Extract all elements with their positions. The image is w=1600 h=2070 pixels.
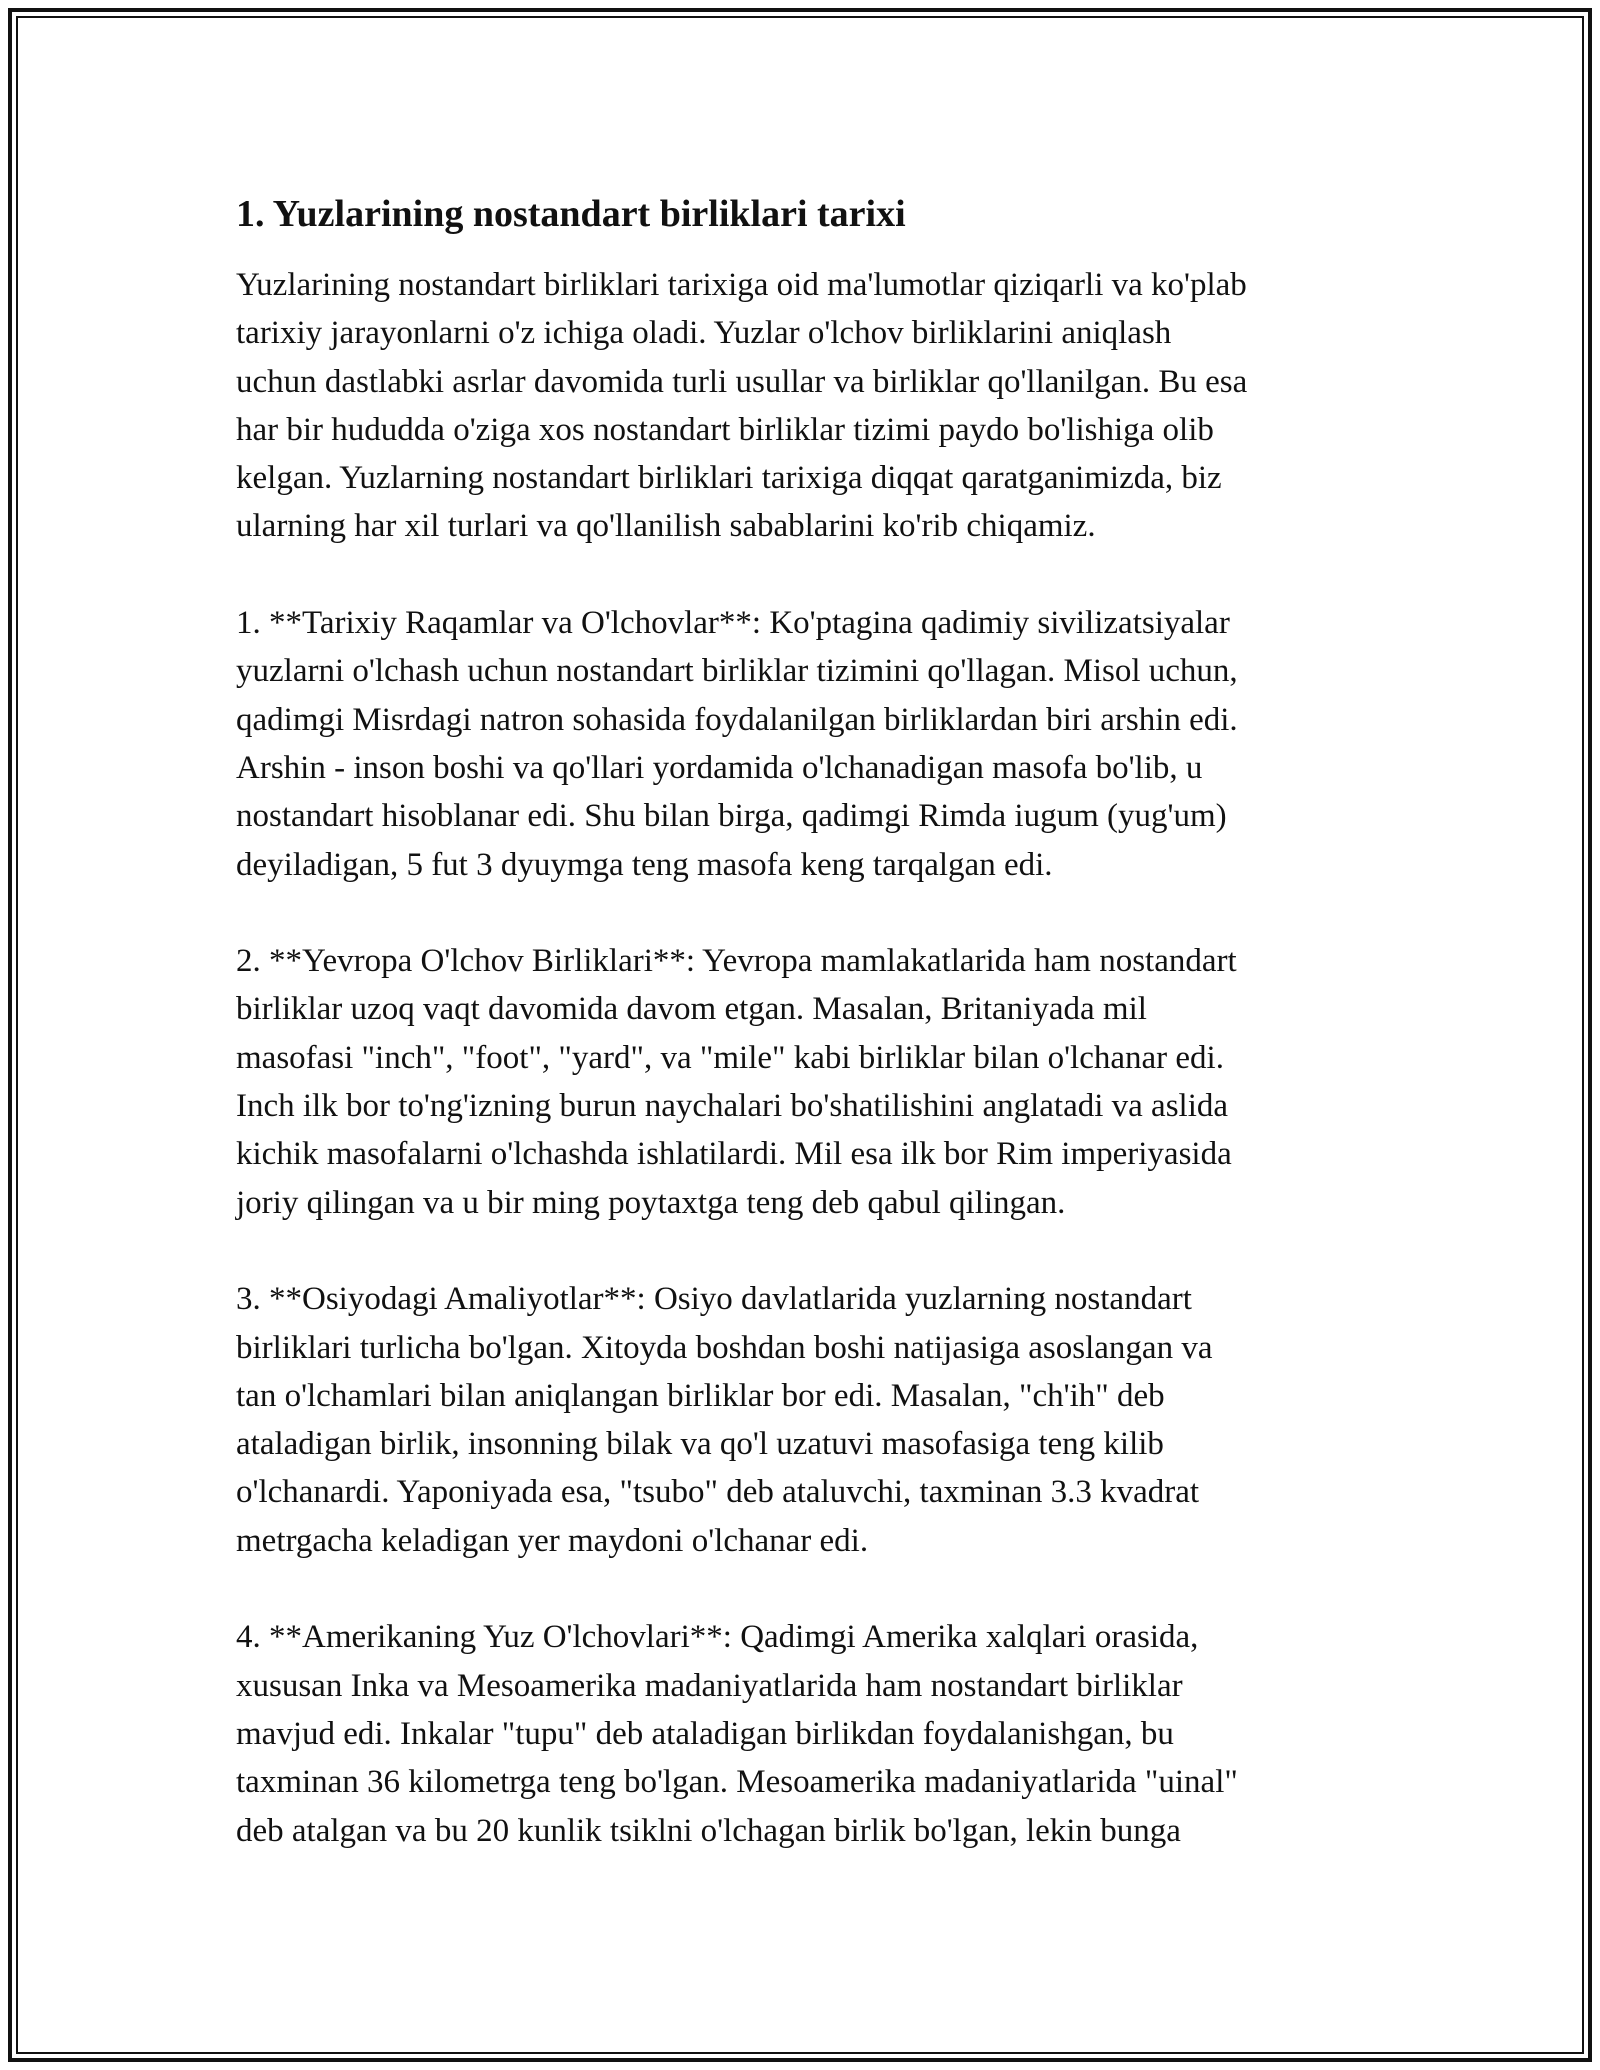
document-title: 1. Yuzlarining nostandart birliklari tarixi (236, 193, 906, 235)
document-body (236, 186, 1376, 1855)
intro-paragraph: Yuzlarining nostandart birliklari tarixiga oid ma'lumotlar qiziqarli va ko'plab tarixiy jarayonlarni o'z ichiga oladi. Yuzlar o'lchov birliklarini aniqlash uchun dastlabki asrlar davomida turli usullar va birliklar qo'llanilgan. Bu esa har bir hududda o'ziga xos nostandart birliklar tizimi paydo bo'lishiga olib kelgan. Yuzlarning nostandart birliklari tarixiga diqqat qaratganimizda, biz ularning har xil turlari va qo'llanilish sabablarini ko'rib chiqamiz. (236, 267, 1248, 545)
section-paragraph-2: 2. **Yevropa O'lchov Birliklari**: Yevropa mamlakatlarida ham nostandart birliklar uzoq vaqt davomida davom etgan. Masalan, Britaniyada mil masofasi "inch", "foot", "yard", va "mile" kabi birliklar bilan o'lchanar edi. Inch ilk bor to'ng'izning burun naychalari bo'shatilishini anglatadi va aslida kichik masofalarni o'lchashda ishlatilardi. Mil esa ilk bor Rim imperiyasida joriy qilingan va u bir ming poytaxtga teng deb qabul qilingan. (236, 943, 1237, 1221)
section-paragraph-1: 1. **Tarixiy Raqamlar va O'lchovlar**: Ko'ptagina qadimiy sivilizatsiyalar yuzlarni o'lchash uchun nostandart birliklar tizimini qo'llagan. Misol uchun, qadimgi Misrdagi natron sohasida foydalanilgan birliklardan biri arshin edi. Arshin - inson boshi va qo'llari yordamida o'lchanadigan masofa bo'lib, u nostandart hisoblanar edi. Shu bilan birga, qadimgi Rimda iugum (yug'um) deyiladigan, 5 fut 3 dyuymga teng masofa keng tarqalgan edi. (236, 605, 1238, 883)
section-paragraph-3: 3. **Osiyodagi Amaliyotlar**: Osiyo davlatlarida yuzlarning nostandart birliklari turlicha bo'lgan. Xitoyda boshdan boshi natijasiga asoslangan va tan o'lchamlari bilan aniqlangan birliklar bor edi. Masalan, "ch'ih" deb ataladigan birlik, insonning bilak va qo'l uzatuvi masofasiga teng kilib o'lchanardi. Yaponiyada esa, "tsubo" deb ataluvchi, taxminan 3.3 kvadrat metrgacha keladigan yer maydoni o'lchanar edi. (236, 1281, 1213, 1559)
section-paragraph-4: 4. **Amerikaning Yuz O'lchovlari**: Qadimgi Amerika xalqlari orasida, xususan Inka va Mesoamerika madaniyatlarida ham nostandart birliklar mavjud edi. Inkalar "tupu" deb ataladigan birlikdan foydalanishgan, bu taxminan 36 kilometrga teng bo'lgan. Mesoamerika madaniyatlarida "uinal" deb atalgan va bu 20 kunlik tsiklni o'lchagan birlik bo'lgan, lekin bunga (236, 1619, 1238, 1849)
